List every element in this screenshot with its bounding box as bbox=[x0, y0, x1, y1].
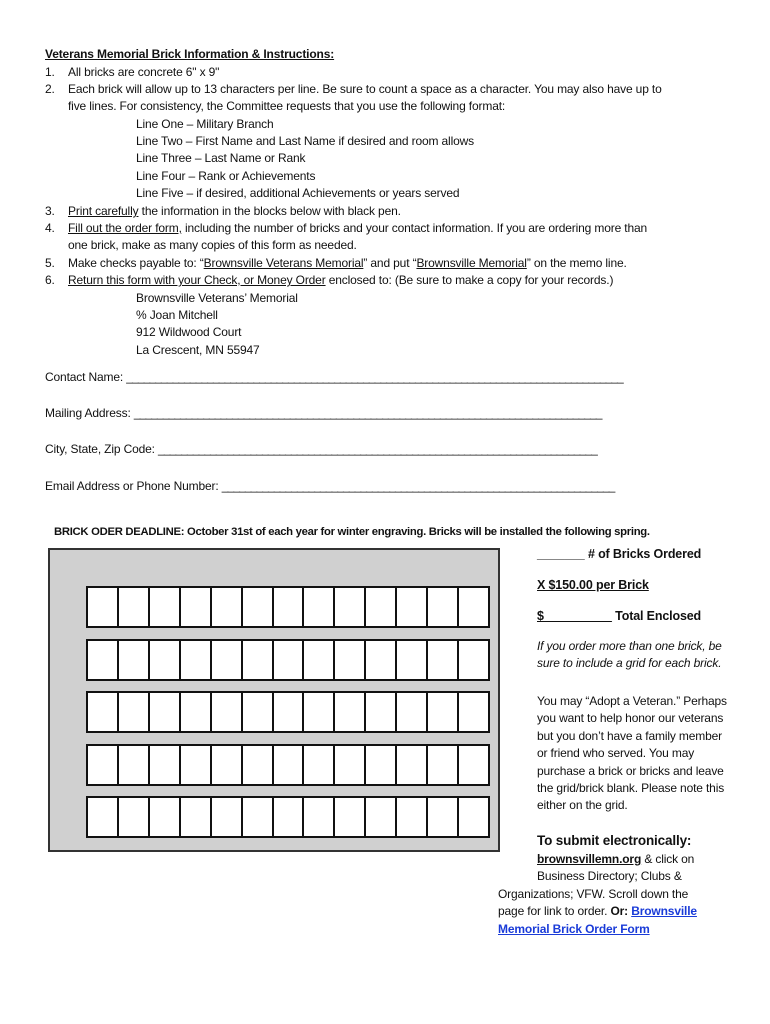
instruction-5 bbox=[45, 255, 627, 272]
character-cell[interactable] bbox=[119, 798, 150, 836]
character-cell[interactable] bbox=[243, 746, 274, 784]
character-cell[interactable] bbox=[181, 798, 212, 836]
price-per-brick: X $150.00 per Brick bbox=[537, 578, 649, 592]
character-cell[interactable] bbox=[181, 588, 212, 626]
format-line: Line One – Military Branch bbox=[136, 117, 274, 131]
character-cell[interactable] bbox=[243, 798, 274, 836]
field-label: Contact Name: bbox=[45, 370, 127, 384]
brick-grid bbox=[48, 548, 500, 852]
character-cell[interactable] bbox=[181, 693, 212, 731]
character-cell[interactable] bbox=[274, 798, 305, 836]
total-enclosed[interactable] bbox=[537, 608, 727, 625]
or-label: Or: bbox=[610, 904, 629, 918]
mailing-address-field[interactable] bbox=[45, 405, 602, 422]
email-phone-field[interactable] bbox=[45, 478, 614, 495]
item-number: 5. bbox=[45, 256, 55, 270]
item-emphasis: Print carefully bbox=[68, 204, 139, 218]
item-emphasis: Fill out the order form, bbox=[68, 221, 182, 235]
character-cell[interactable] bbox=[428, 641, 459, 679]
deadline-notice: BRICK ODER DEADLINE: October 31st of each year for winter engraving. Bricks will be installed the following spring. bbox=[54, 526, 650, 538]
memo-text: Brownsville Memorial bbox=[416, 256, 527, 270]
character-cell[interactable] bbox=[335, 693, 366, 731]
bricks-count-label: # of Bricks Ordered bbox=[584, 547, 702, 561]
format-line: Line Two – First Name and Last Name if desired and room allows bbox=[136, 134, 474, 148]
character-cell[interactable] bbox=[304, 746, 335, 784]
brick-line-3 bbox=[86, 691, 490, 733]
character-cell[interactable] bbox=[335, 588, 366, 626]
character-cell[interactable] bbox=[366, 798, 397, 836]
item-text-cont: five lines. For consistency, the Committee requests that you use the following format: bbox=[68, 99, 506, 113]
item-text: ” and put “ bbox=[363, 256, 417, 270]
character-cell[interactable] bbox=[459, 693, 488, 731]
character-cell[interactable] bbox=[335, 641, 366, 679]
instruction-4 bbox=[45, 220, 647, 237]
character-cell[interactable] bbox=[150, 693, 181, 731]
character-cell[interactable] bbox=[243, 641, 274, 679]
contact-name-field[interactable] bbox=[45, 369, 623, 386]
character-cell[interactable] bbox=[274, 693, 305, 731]
character-cell[interactable] bbox=[304, 693, 335, 731]
character-cell[interactable] bbox=[181, 641, 212, 679]
character-cell[interactable] bbox=[304, 588, 335, 626]
item-text: All bricks are concrete 6" x 9" bbox=[68, 65, 220, 79]
item-text: enclosed to: (Be sure to make a copy for your records.) bbox=[325, 273, 614, 287]
field-label: Mailing Address: bbox=[45, 406, 134, 420]
field-label: City, State, Zip Code: bbox=[45, 442, 159, 456]
item-number: 4. bbox=[45, 221, 55, 235]
character-cell[interactable] bbox=[459, 798, 488, 836]
submit-text: page for link to order. bbox=[498, 904, 611, 918]
character-cell[interactable] bbox=[150, 798, 181, 836]
character-cell[interactable] bbox=[88, 588, 119, 626]
character-cell[interactable] bbox=[243, 693, 274, 731]
instruction-6 bbox=[45, 272, 613, 289]
submit-line-1 bbox=[537, 851, 694, 868]
character-cell[interactable] bbox=[335, 746, 366, 784]
address-line: La Crescent, MN 55947 bbox=[136, 343, 260, 357]
submit-text: & click on bbox=[641, 852, 695, 866]
character-cell[interactable] bbox=[212, 588, 243, 626]
field-blank[interactable]: ______________________________________________________________________________________ bbox=[126, 370, 623, 384]
format-line: Line Three – Last Name or Rank bbox=[136, 151, 306, 165]
character-cell[interactable] bbox=[335, 798, 366, 836]
bricks-count-blank[interactable]: _______ bbox=[537, 547, 585, 561]
character-cell[interactable] bbox=[459, 588, 488, 626]
adopt-veteran-note: You may “Adopt a Veteran.” Perhaps you want to help honor our veterans but you don’t have a family member or friend who served. You may purchase a brick or bricks and leave the grid/brick blank. Please note this either on the grid. bbox=[537, 694, 727, 813]
character-cell[interactable] bbox=[212, 693, 243, 731]
character-cell[interactable] bbox=[459, 641, 488, 679]
item-number: 3. bbox=[45, 204, 55, 218]
character-cell[interactable] bbox=[397, 588, 428, 626]
page-title: Veterans Memorial Brick Information & Instructions: bbox=[45, 47, 335, 61]
character-cell[interactable] bbox=[88, 798, 119, 836]
character-cell[interactable] bbox=[88, 641, 119, 679]
character-cell[interactable] bbox=[212, 641, 243, 679]
character-cell[interactable] bbox=[150, 746, 181, 784]
character-cell[interactable] bbox=[397, 641, 428, 679]
character-cell[interactable] bbox=[150, 588, 181, 626]
character-cell[interactable] bbox=[119, 588, 150, 626]
character-cell[interactable] bbox=[366, 693, 397, 731]
payee-name: Brownsville Veterans Memorial bbox=[203, 256, 364, 270]
order-form-link[interactable]: Brownsville bbox=[631, 904, 697, 918]
instruction-3 bbox=[45, 203, 401, 220]
character-cell[interactable] bbox=[428, 588, 459, 626]
character-cell[interactable] bbox=[397, 693, 428, 731]
item-text: including the number of bricks and your contact information. If you are ordering more than bbox=[181, 221, 648, 235]
character-cell[interactable] bbox=[397, 746, 428, 784]
submit-text: Organizations; VFW. Scroll down the bbox=[498, 887, 689, 901]
address-line: 912 Wildwood Court bbox=[136, 325, 242, 339]
character-cell[interactable] bbox=[243, 588, 274, 626]
field-blank[interactable]: ____________________________________________________________________________ bbox=[158, 442, 597, 456]
total-blank[interactable]: $__________ bbox=[537, 609, 612, 623]
bricks-ordered[interactable] bbox=[537, 546, 727, 563]
submit-line-4 bbox=[498, 903, 697, 920]
item-text-cont: one brick, make as many copies of this form as needed. bbox=[68, 238, 357, 252]
order-form-link-cont[interactable]: Memorial Brick Order Form bbox=[498, 922, 650, 936]
field-blank[interactable]: ____________________________________________________________________ bbox=[221, 479, 615, 493]
address-line: Brownsville Veterans’ Memorial bbox=[136, 291, 298, 305]
address-line: % Joan Mitchell bbox=[136, 308, 218, 322]
instruction-2 bbox=[45, 81, 662, 98]
brick-line-4 bbox=[86, 744, 490, 786]
item-text: Make checks payable to: “ bbox=[68, 256, 204, 270]
character-cell[interactable] bbox=[428, 746, 459, 784]
character-cell[interactable] bbox=[459, 746, 488, 784]
format-line: Line Four – Rank or Achievements bbox=[136, 169, 316, 183]
character-cell[interactable] bbox=[88, 746, 119, 784]
character-cell[interactable] bbox=[119, 693, 150, 731]
submit-heading: To submit electronically: bbox=[537, 833, 692, 848]
character-cell[interactable] bbox=[150, 641, 181, 679]
brick-line-1 bbox=[86, 586, 490, 628]
submit-text: Business Directory; Clubs & bbox=[537, 869, 682, 883]
character-cell[interactable] bbox=[119, 641, 150, 679]
format-line: Line Five – if desired, additional Achievements or years served bbox=[136, 186, 460, 200]
brick-line-2 bbox=[86, 639, 490, 681]
brick-line-5 bbox=[86, 796, 490, 838]
field-label: Email Address or Phone Number: bbox=[45, 479, 222, 493]
field-blank[interactable]: _________________________________________________________________________________ bbox=[133, 406, 602, 420]
character-cell[interactable] bbox=[274, 588, 305, 626]
character-cell[interactable] bbox=[366, 588, 397, 626]
character-cell[interactable] bbox=[428, 798, 459, 836]
character-cell[interactable] bbox=[304, 798, 335, 836]
character-cell[interactable] bbox=[304, 641, 335, 679]
character-cell[interactable] bbox=[428, 693, 459, 731]
item-number: 6. bbox=[45, 273, 55, 287]
character-cell[interactable] bbox=[212, 798, 243, 836]
item-text: ” on the memo line. bbox=[526, 256, 627, 270]
item-text: Each brick will allow up to 13 characters per line. Be sure to count a space as a character. You may also have up to bbox=[68, 82, 662, 96]
character-cell[interactable] bbox=[88, 693, 119, 731]
character-cell[interactable] bbox=[366, 746, 397, 784]
character-cell[interactable] bbox=[119, 746, 150, 784]
instruction-1 bbox=[45, 64, 219, 81]
city-state-zip-field[interactable] bbox=[45, 441, 597, 458]
multiple-bricks-note: If you order more than one brick, be sure to include a grid for each brick. bbox=[537, 639, 722, 671]
character-cell[interactable] bbox=[274, 746, 305, 784]
character-cell[interactable] bbox=[274, 641, 305, 679]
total-label: Total Enclosed bbox=[611, 609, 702, 623]
item-emphasis: Return this form with your Check, or Money Order bbox=[68, 273, 326, 287]
item-number: 2. bbox=[45, 82, 55, 96]
character-cell[interactable] bbox=[366, 641, 397, 679]
character-cell[interactable] bbox=[181, 746, 212, 784]
item-text: the information in the blocks below with black pen. bbox=[138, 204, 401, 218]
item-number: 1. bbox=[45, 65, 55, 79]
character-cell[interactable] bbox=[397, 798, 428, 836]
character-cell[interactable] bbox=[212, 746, 243, 784]
website-link[interactable]: brownsvillemn.org bbox=[537, 852, 642, 866]
